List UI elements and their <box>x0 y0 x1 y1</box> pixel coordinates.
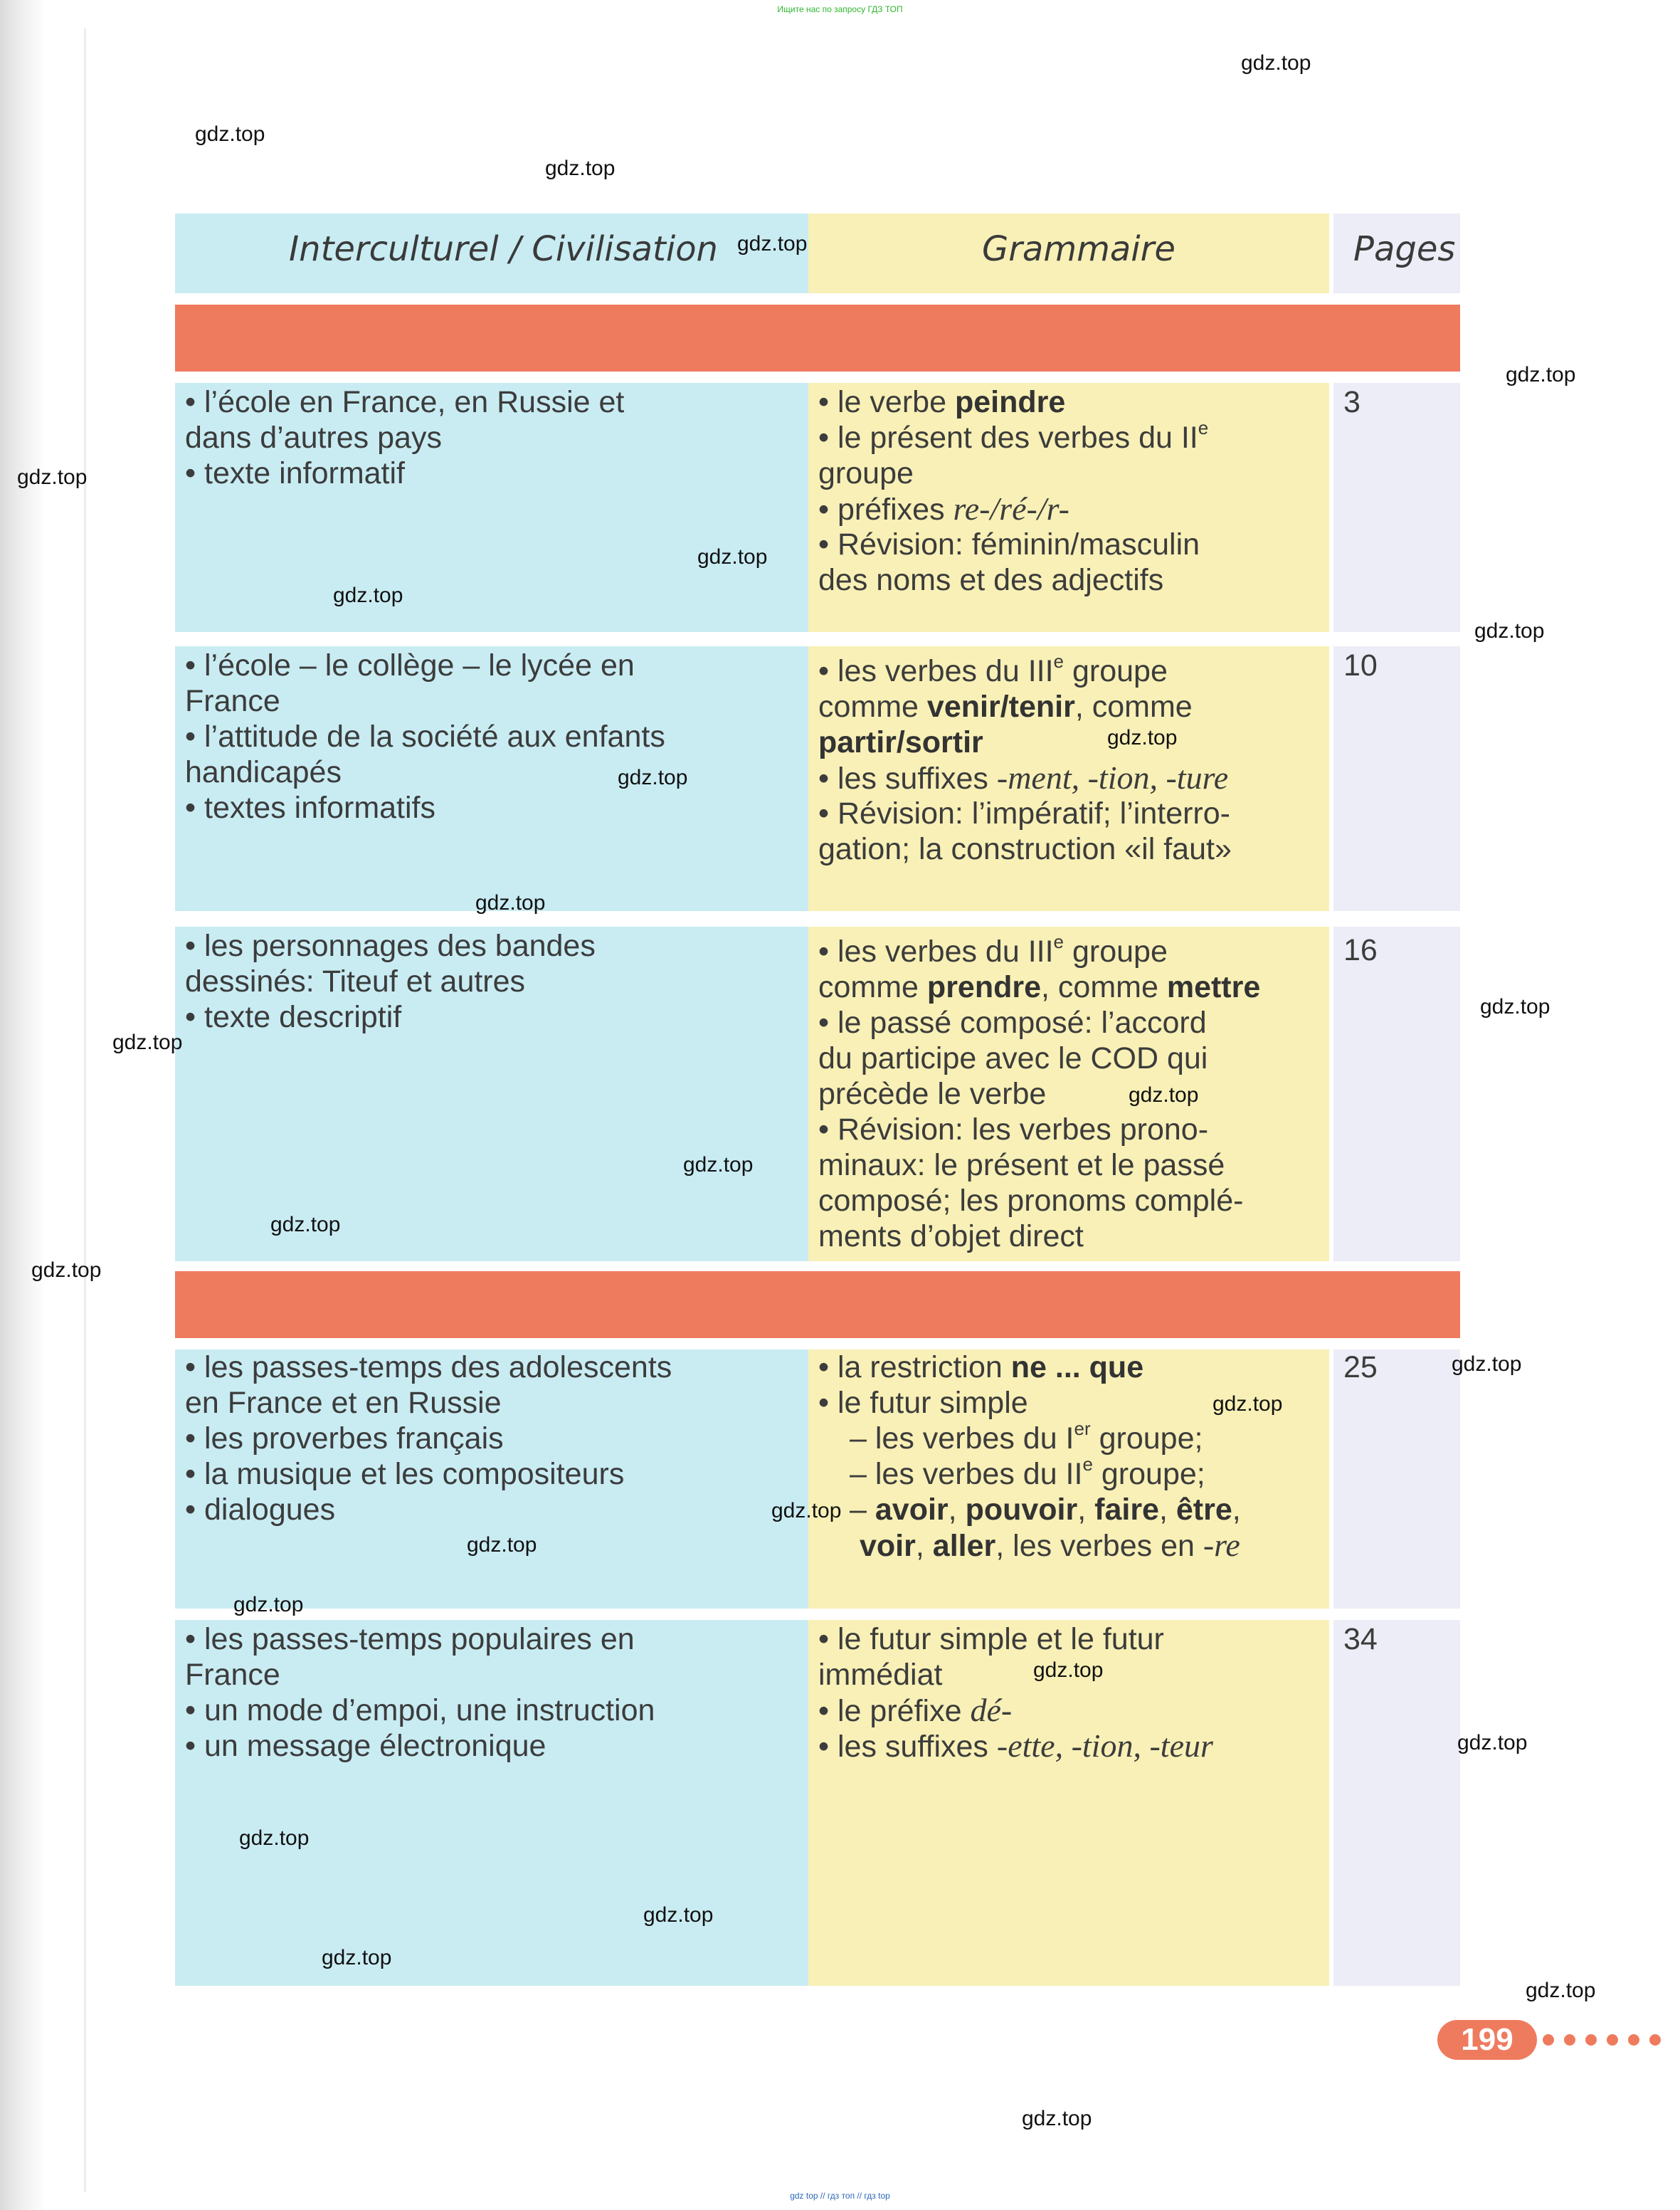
bold-term: peindre <box>954 385 1066 419</box>
row-5-civilisation <box>175 1620 808 1986</box>
text: • le futur simple et le futur <box>818 1622 1164 1656</box>
text: comme <box>818 690 927 724</box>
italic-term: -re <box>1203 1527 1240 1563</box>
watermark: gdz.top <box>1241 51 1311 75</box>
row-5-civ-line: France <box>185 1658 280 1692</box>
text: , comme <box>1041 970 1167 1004</box>
header-civilisation-label: Interculturel / Civilisation <box>289 229 718 269</box>
dot <box>1585 2034 1597 2046</box>
text: – les verbes du II <box>850 1457 1083 1491</box>
text: , comme <box>1074 690 1193 724</box>
text: • le passé composé: l’accord <box>818 1006 1207 1040</box>
bold-term: voir <box>860 1529 916 1563</box>
watermark: gdz.top <box>467 1533 537 1557</box>
bold-term: pouvoir <box>965 1493 1078 1527</box>
row-3-pages <box>1333 927 1460 1261</box>
text: • Révision: l’impératif; l’interro- <box>818 796 1230 831</box>
text: • préfixes <box>818 493 953 527</box>
watermark: gdz.top <box>270 1213 341 1236</box>
bold-term: avoir <box>875 1493 949 1527</box>
bottom-note: gdz top // гдз топ // гдз top <box>790 2191 890 2201</box>
watermark: gdz.top <box>112 1031 183 1054</box>
text: , les verbes en <box>995 1529 1203 1563</box>
text: comme <box>818 970 927 1004</box>
italic-term: -ette, -tion, -teur <box>996 1727 1213 1764</box>
watermark: gdz.top <box>239 1826 310 1850</box>
bold-term: être <box>1176 1493 1232 1527</box>
header-pages-label: Pages <box>1353 229 1456 269</box>
row-2-grammaire <box>808 646 1329 911</box>
dot <box>1543 2034 1554 2046</box>
watermark: gdz.top <box>1033 1658 1104 1682</box>
row-2-civ-line: • l’école – le collège – le lycée en <box>185 648 635 683</box>
text: • le préfixe <box>818 1694 971 1728</box>
superscript: e <box>1198 416 1209 438</box>
header-pages <box>1333 214 1460 293</box>
bold-term: faire <box>1094 1493 1159 1527</box>
watermark: gdz.top <box>1526 1979 1596 2002</box>
watermark: gdz.top <box>1480 995 1550 1019</box>
row-3-civ-line: • les personnages des bandes <box>185 929 596 963</box>
watermark: gdz.top <box>322 1946 392 1969</box>
row-3-civ-line: • texte descriptif <box>185 1000 402 1034</box>
bold-term: mettre <box>1166 970 1261 1004</box>
watermark: gdz.top <box>545 157 616 180</box>
row-4-civ-line: en France et en Russie <box>185 1386 502 1420</box>
row-2-civ-line: • textes informatifs <box>185 791 435 825</box>
watermark: gdz.top <box>1452 1352 1522 1376</box>
row-2-civ-line: France <box>185 684 280 718</box>
row-1-page-number: 3 <box>1343 385 1361 419</box>
text: groupe; <box>1090 1421 1203 1456</box>
unit-band-2 <box>175 1271 1460 1338</box>
text: groupe <box>1064 654 1168 688</box>
bold-term: partir/sortir <box>818 725 983 759</box>
row-1-civ-line: • l’école en France, en Russie et <box>185 385 625 419</box>
text: , <box>1158 1493 1176 1527</box>
text: • les verbes du III <box>818 654 1054 688</box>
dot <box>1564 2034 1575 2046</box>
row-4-civilisation <box>175 1349 808 1609</box>
row-1-pages <box>1333 383 1460 632</box>
row-2-page-number: 10 <box>1343 648 1378 683</box>
watermark: gdz.top <box>195 122 265 146</box>
text: , <box>1232 1493 1241 1527</box>
text: du participe avec le COD qui <box>818 1041 1208 1075</box>
italic-term: -ment, -tion, -ture <box>996 759 1229 796</box>
row-4-page-number: 25 <box>1343 1350 1378 1384</box>
bold-term: aller <box>932 1529 996 1563</box>
header-grammaire <box>808 214 1329 293</box>
watermark: gdz.top <box>1506 363 1576 386</box>
page-fold-line <box>84 28 86 2192</box>
row-3-grammaire <box>808 927 1329 1261</box>
row-3-page-number: 16 <box>1343 933 1378 967</box>
watermark: gdz.top <box>618 766 688 789</box>
italic-term: dé- <box>970 1692 1013 1728</box>
text: immédiat <box>818 1658 943 1692</box>
text: • le futur simple <box>818 1386 1028 1420</box>
row-4-civ-line: • la musique et les compositeurs <box>185 1457 625 1491</box>
text: • le présent des verbes du II <box>818 421 1198 455</box>
bold-term: venir/tenir <box>926 690 1075 724</box>
watermark: gdz.top <box>683 1153 754 1177</box>
text: composé; les pronoms complé- <box>818 1184 1244 1218</box>
row-4-pages <box>1333 1349 1460 1609</box>
text: ments d’objet direct <box>818 1219 1084 1253</box>
row-1-civilisation <box>175 383 808 632</box>
page-number-badge: 199 <box>1437 2020 1537 2060</box>
watermark: gdz.top <box>1022 2107 1092 2130</box>
row-5-page-number: 34 <box>1343 1622 1378 1656</box>
row-5-pages <box>1333 1620 1460 1986</box>
watermark: gdz.top <box>737 232 808 256</box>
watermark: gdz.top <box>1457 1731 1528 1754</box>
text: • Révision: féminin/masculin <box>818 527 1200 562</box>
text: – les verbes du I <box>850 1421 1074 1456</box>
superscript: er <box>1074 1417 1091 1439</box>
text: • le verbe <box>818 385 955 419</box>
text: groupe <box>818 456 914 490</box>
text: • Révision: les verbes prono- <box>818 1112 1209 1147</box>
top-note: Ищите нас по запросу ГДЗ ТОП <box>777 4 903 14</box>
watermark: gdz.top <box>1129 1083 1199 1107</box>
row-2-civilisation <box>175 646 808 911</box>
text: , <box>915 1529 933 1563</box>
text: , <box>948 1493 966 1527</box>
watermark: gdz.top <box>643 1903 714 1927</box>
watermark: gdz.top <box>1213 1392 1283 1416</box>
watermark: gdz.top <box>333 584 403 607</box>
superscript: e <box>1053 930 1064 952</box>
text: – <box>850 1493 875 1527</box>
watermark: gdz.top <box>697 545 768 569</box>
watermark: gdz.top <box>17 465 88 489</box>
text: • les suffixes <box>818 762 997 796</box>
dot <box>1628 2034 1639 2046</box>
row-4-civ-line: • les proverbes français <box>185 1421 504 1456</box>
italic-term: re-/ré-/r- <box>953 490 1069 527</box>
watermark: gdz.top <box>1474 619 1545 643</box>
header-civilisation <box>175 214 808 293</box>
bold-term: prendre <box>926 970 1042 1004</box>
watermark: gdz.top <box>475 891 546 915</box>
row-3-civ-line: dessinés: Titeuf et autres <box>185 964 526 999</box>
row-4-civ-line: • les passes-temps des adolescents <box>185 1350 672 1384</box>
text: minaux: le présent et le passé <box>818 1148 1225 1182</box>
row-2-pages <box>1333 646 1460 911</box>
dot <box>1607 2034 1618 2046</box>
row-5-civ-line: • un message électronique <box>185 1729 546 1763</box>
bold-term: ne ... que <box>1010 1350 1144 1384</box>
row-3-civilisation <box>175 927 808 1261</box>
row-5-civ-line: • les passes-temps populaires en <box>185 1622 635 1656</box>
text: des noms et des adjectifs <box>818 563 1164 597</box>
watermark: gdz.top <box>771 1499 842 1522</box>
superscript: e <box>1082 1453 1093 1475</box>
row-5-civ-line: • un mode d’empoi, une instruction <box>185 1693 655 1727</box>
text: gation; la construction «il faut» <box>818 832 1232 866</box>
text: groupe; <box>1092 1457 1205 1491</box>
text: • les suffixes <box>818 1730 997 1764</box>
row-2-civ-line: • l’attitude de la société aux enfants <box>185 720 665 754</box>
row-1-grammaire <box>808 383 1329 632</box>
row-1-civ-line: dans d’autres pays <box>185 421 442 455</box>
watermark: gdz.top <box>233 1593 304 1616</box>
book-spine <box>0 0 46 2210</box>
watermark: gdz.top <box>1107 726 1178 749</box>
row-4-grammaire <box>808 1349 1329 1609</box>
superscript: e <box>1053 650 1064 672</box>
text: • les verbes du III <box>818 935 1054 969</box>
row-4-civ-line: • dialogues <box>185 1493 336 1527</box>
row-1-civ-line: • texte informatif <box>185 456 405 490</box>
watermark: gdz.top <box>31 1258 102 1282</box>
header-grammaire-label: Grammaire <box>982 229 1176 269</box>
text: groupe <box>1064 935 1168 969</box>
unit-band-1 <box>175 305 1460 372</box>
text: • la restriction <box>818 1350 1011 1384</box>
dot <box>1649 2034 1661 2046</box>
row-2-civ-line: handicapés <box>185 755 342 789</box>
text: , <box>1077 1493 1095 1527</box>
text: précède le verbe <box>818 1077 1047 1111</box>
